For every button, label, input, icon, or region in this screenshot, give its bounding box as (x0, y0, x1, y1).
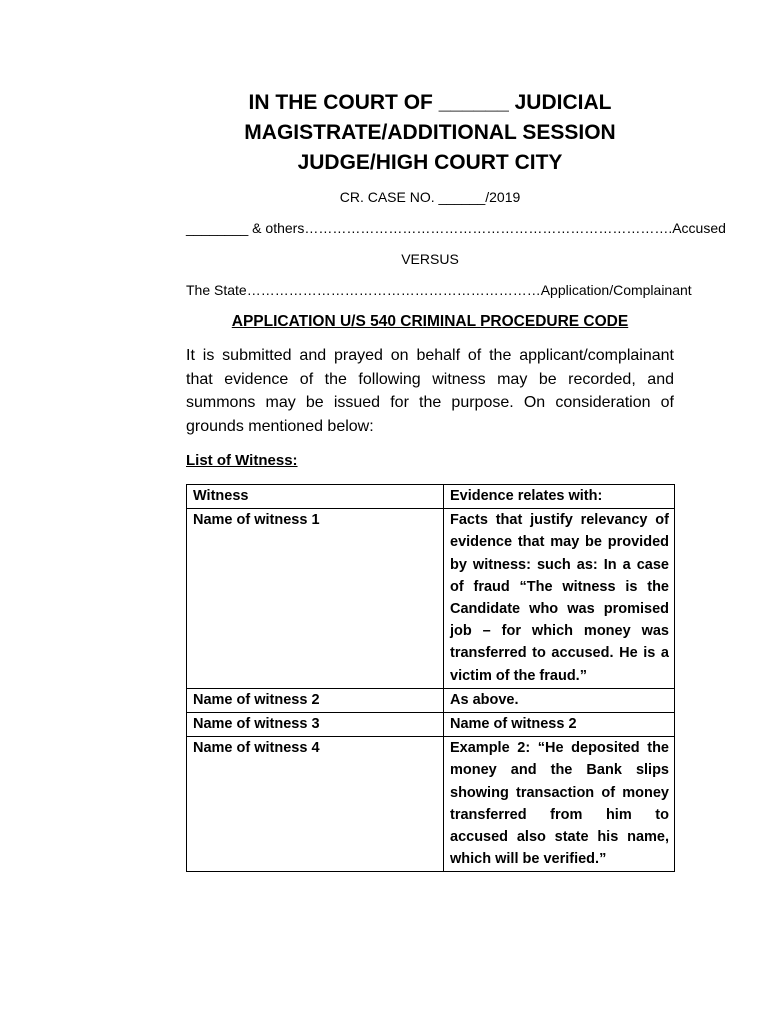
court-title-line-1: IN THE COURT OF ______ JUDICIAL (248, 91, 612, 114)
table-header-row (187, 485, 675, 509)
header-evidence: Evidence relates with: (444, 485, 675, 509)
court-title-line-3: JUDGE/HIGH COURT CITY (297, 151, 563, 174)
evidence-cell: As above. (444, 688, 675, 712)
witness-name-cell: Name of witness 4 (187, 737, 444, 872)
court-title (186, 88, 674, 178)
witness-name-cell: Name of witness 1 (187, 509, 444, 689)
evidence-cell: Facts that justify relevancy of evidence that may be provided by witness: such as: In a case of fraud “The witness is the Candidate who was promised job – for which money was transferred to accused. He is a victim of the fraud.” (444, 509, 675, 689)
witness-name-cell: Name of witness 2 (187, 688, 444, 712)
header-witness: Witness (187, 485, 444, 509)
versus-label: VERSUS (401, 251, 459, 267)
witness-name-cell: Name of witness 3 (187, 713, 444, 737)
application-heading: APPLICATION U/S 540 CRIMINAL PROCEDURE CODE (231, 313, 629, 330)
case-number: CR. CASE NO. ______/2019 (339, 189, 521, 205)
list-of-witness-label: List of Witness: (186, 452, 298, 469)
application-paragraph: It is submitted and prayed on behalf of the applicant/complainant that evidence of the following witness may be recorded, and summons may be issued for the purpose. On consideration of grounds mentioned below: (186, 347, 674, 435)
table-row (187, 713, 675, 737)
witness-table (186, 484, 675, 872)
table-row (187, 509, 675, 689)
state-line: The State………………………………………………………Application/Complainant (186, 282, 692, 298)
evidence-cell: Example 2: “He deposited the money and the Bank slips showing transaction of money transferred from him to accused also state his name, which will be verified.” (444, 737, 675, 872)
accused-line: ________ & others…………………………………………………………………….Accused (186, 220, 726, 236)
table-row (187, 688, 675, 712)
table-row (187, 737, 675, 872)
court-title-line-2: MAGISTRATE/ADDITIONAL SESSION (244, 121, 616, 144)
evidence-cell: Name of witness 2 (444, 713, 675, 737)
